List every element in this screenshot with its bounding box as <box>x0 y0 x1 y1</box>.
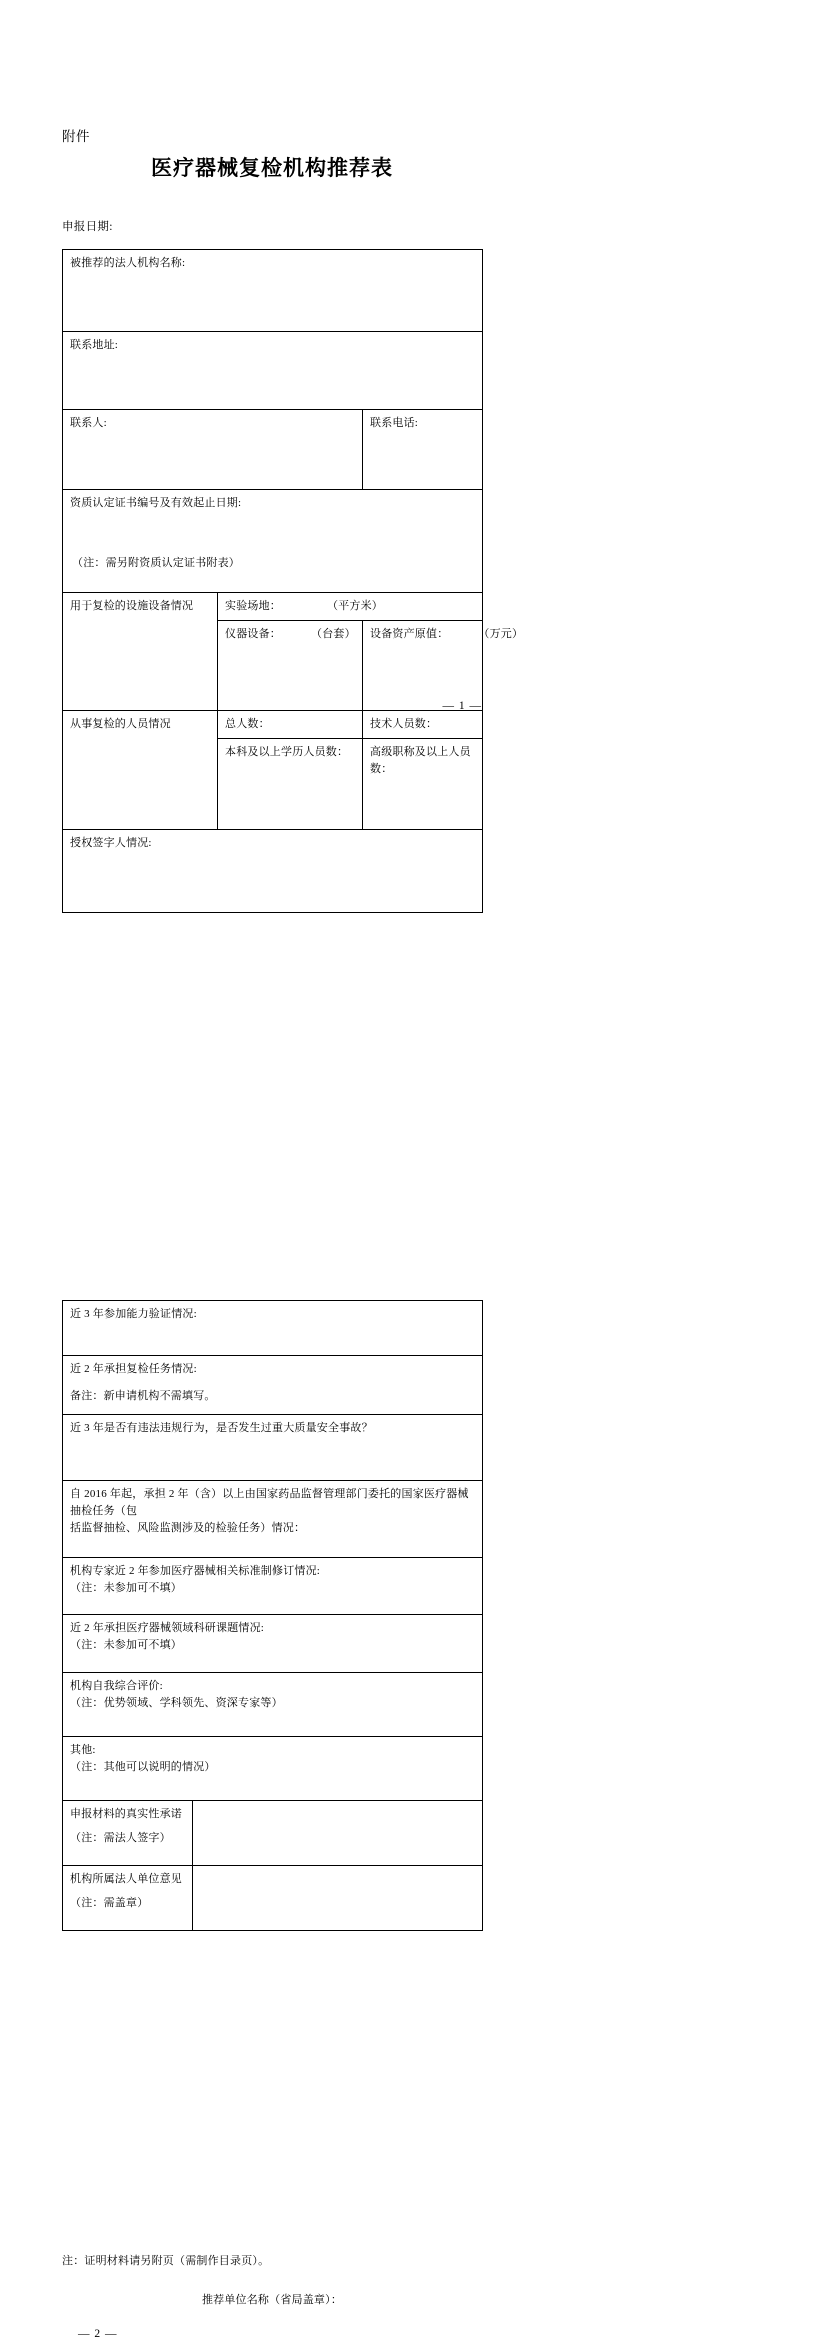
table-row <box>63 1301 483 1356</box>
reinspection-task-label: 近 2 年承担复检任务情况: <box>70 1363 197 1375</box>
authenticity-commitment-input-cell[interactable] <box>193 1801 483 1866</box>
facility-section-header: 用于复检的设施设备情况 <box>63 593 218 711</box>
contact-phone-cell[interactable]: 联系电话: <box>363 410 483 490</box>
table-row <box>63 250 483 332</box>
table-row <box>63 490 483 593</box>
reinspection-task-note: 备注：新申请机构不需填写。 <box>70 1390 216 1403</box>
qualification-cert-cell[interactable] <box>63 490 483 593</box>
attachment-note: 注：证明材料请另附页（需制作目录页）。 <box>62 2255 270 2267</box>
senior-title-staff-cell[interactable]: 高级职称及以上人员数： <box>363 739 483 830</box>
technical-staff-cell[interactable]: 技术人员数： <box>363 711 483 739</box>
declaration-date-label: 申报日期: <box>62 221 113 233</box>
other-label: 其他: <box>70 1744 96 1756</box>
page-title: 医疗器械复检机构推荐表 <box>151 156 393 180</box>
ability-verification-cell[interactable]: 近 3 年参加能力验证情况: <box>63 1301 483 1356</box>
contact-person-cell[interactable]: 联系人: <box>63 410 363 490</box>
table-row <box>63 1866 483 1931</box>
table-row <box>63 1673 483 1737</box>
personnel-section-header: 从事复检的人员情况 <box>63 711 218 830</box>
authenticity-commitment-note: （注：需法人签字） <box>70 1832 171 1845</box>
reinspection-task-cell[interactable] <box>63 1356 483 1415</box>
standard-revision-label: 机构专家近 2 年参加医疗器械相关标准制修订情况: <box>70 1565 321 1577</box>
instruments-label: 仪器设备： <box>225 628 281 641</box>
research-project-cell[interactable] <box>63 1615 483 1673</box>
standard-revision-note: （注：未参加可不填） <box>70 1582 182 1595</box>
other-note: （注：其他可以说明的情况） <box>70 1761 216 1774</box>
page-2 <box>0 1170 827 2340</box>
table-row <box>63 830 483 913</box>
equipment-value-label: 设备资产原值： <box>370 628 449 641</box>
legal-entity-opinion-label-cell <box>63 1866 193 1931</box>
other-cell[interactable] <box>63 1737 483 1801</box>
table-row <box>63 711 483 739</box>
equipment-value-unit: （万元） <box>478 628 524 641</box>
table-row <box>63 410 483 490</box>
self-evaluation-note: （注：优势领域、学科领先、资深专家等） <box>70 1697 283 1710</box>
table-row <box>63 1615 483 1673</box>
equipment-value-cell[interactable] <box>363 621 524 711</box>
qualification-cert-label: 资质认定证书编号及有效起止日期: <box>70 497 242 509</box>
contact-address-cell[interactable]: 联系地址: <box>63 332 483 410</box>
research-project-label: 近 2 年承担医疗器械领域科研课题情况: <box>70 1622 265 1634</box>
legal-entity-opinion-label: 机构所属法人单位意见 <box>70 1873 182 1885</box>
page-number-2: — 2 — <box>78 2328 118 2340</box>
form-table-page1-wrapper <box>62 249 524 913</box>
bachelor-staff-cell[interactable]: 本科及以上学历人员数： <box>218 739 363 830</box>
form-table-page1 <box>62 249 524 913</box>
authenticity-commitment-label: 申报材料的真实性承诺 <box>70 1808 182 1820</box>
table-row <box>63 1356 483 1415</box>
instruments-cell[interactable] <box>218 621 363 711</box>
national-task-cell[interactable] <box>63 1481 483 1558</box>
national-task-line-1: 自 2016 年起，承担 2 年（含）以上由国家药品监督管理部门委托的国家医疗器械抽检任务（包 <box>70 1488 469 1518</box>
instruments-unit: （台套） <box>311 628 356 641</box>
recommend-unit-line: 推荐单位名称（省局盖章）： <box>201 2294 343 2306</box>
table-row <box>63 1737 483 1801</box>
table-row <box>63 593 483 621</box>
national-task-line-2: 括监督抽检、风险监测涉及的检验任务）情况： <box>70 1522 306 1535</box>
form-table-page2 <box>62 1300 483 1931</box>
legal-entity-opinion-input-cell[interactable] <box>193 1866 483 1931</box>
legal-entity-opinion-note: （注：需盖章） <box>70 1897 149 1910</box>
table-row <box>63 1481 483 1558</box>
self-evaluation-label: 机构自我综合评价: <box>70 1680 163 1692</box>
page-number-1: — 1 — <box>442 700 482 712</box>
table-row <box>63 332 483 410</box>
violation-question-cell[interactable]: 近 3 年是否有违法违规行为，是否发生过重大质量安全事故？ <box>63 1415 483 1481</box>
authorized-signer-cell[interactable]: 授权签字人情况: <box>63 830 483 913</box>
research-project-note: （注：未参加可不填） <box>70 1639 182 1652</box>
lab-site-unit: （平方米） <box>327 600 383 612</box>
form-table-page2-wrapper <box>62 1300 482 1931</box>
lab-site-cell[interactable] <box>218 593 483 621</box>
lab-site-label: 实验场地： <box>225 600 281 612</box>
self-evaluation-cell[interactable] <box>63 1673 483 1737</box>
institution-name-cell[interactable]: 被推荐的法人机构名称: <box>63 250 483 332</box>
standard-revision-cell[interactable] <box>63 1558 483 1615</box>
attachment-label: 附件 <box>62 129 90 144</box>
table-row <box>63 1558 483 1615</box>
table-row <box>63 1415 483 1481</box>
table-row <box>63 1801 483 1866</box>
qualification-cert-note: （注：需另附资质认定证书附表） <box>72 557 240 570</box>
total-staff-cell[interactable]: 总人数： <box>218 711 363 739</box>
authenticity-commitment-label-cell <box>63 1801 193 1866</box>
